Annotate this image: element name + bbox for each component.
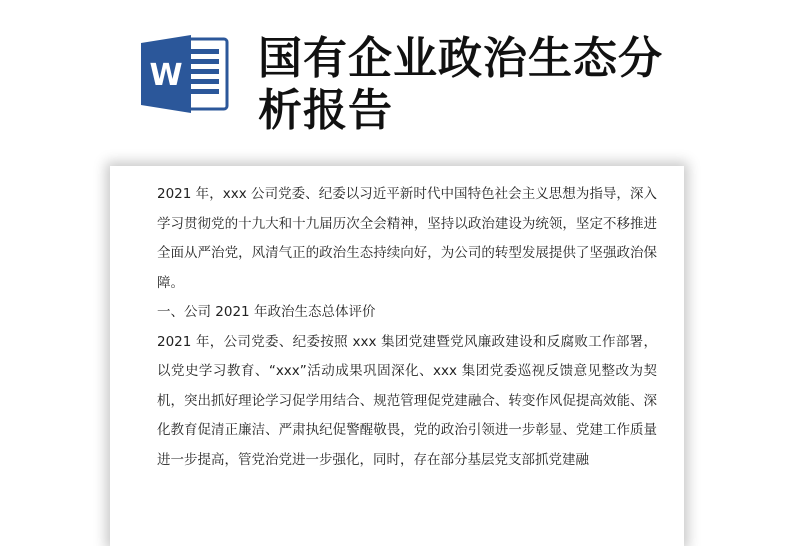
section-heading: 一、公司 2021 年政治生态总体评价	[157, 304, 376, 320]
paragraph-intro: 2021 年，xxx 公司党委、纪委以习近平新时代中国特色社会主义思想为指导，深入学习贯彻党的十九大和十九届历次全会精神，坚持以政治建设为统领，坚定不移推进全面从严治党，风清气正的政治生态持续向好，为公司的转型发展提供了坚强政治保障。	[157, 186, 657, 291]
word-document-icon	[141, 33, 231, 115]
document-body	[157, 180, 657, 475]
paragraph-body: 2021 年，公司党委、纪委按照 xxx 集团党建暨党风廉政建设和反腐败工作部署，以党史学习教育、“xxx”活动成果巩固深化、xxx 集团党委巡视反馈意见整改为契机，突出抓好理论学习促学用结合、规范管理促党建融合、转变作风促提高效能、深化教育促清正廉洁、严肃执纪促警醒敬畏，党的政治引领进一步彰显、党建工作质量进一步提高，管党治党进一步强化，同时，存在部分基层党支部抓党建融	[157, 333, 657, 468]
document-title: 国有企业政治生态分析报告	[258, 33, 663, 136]
word-logo-letter: W	[149, 58, 183, 93]
